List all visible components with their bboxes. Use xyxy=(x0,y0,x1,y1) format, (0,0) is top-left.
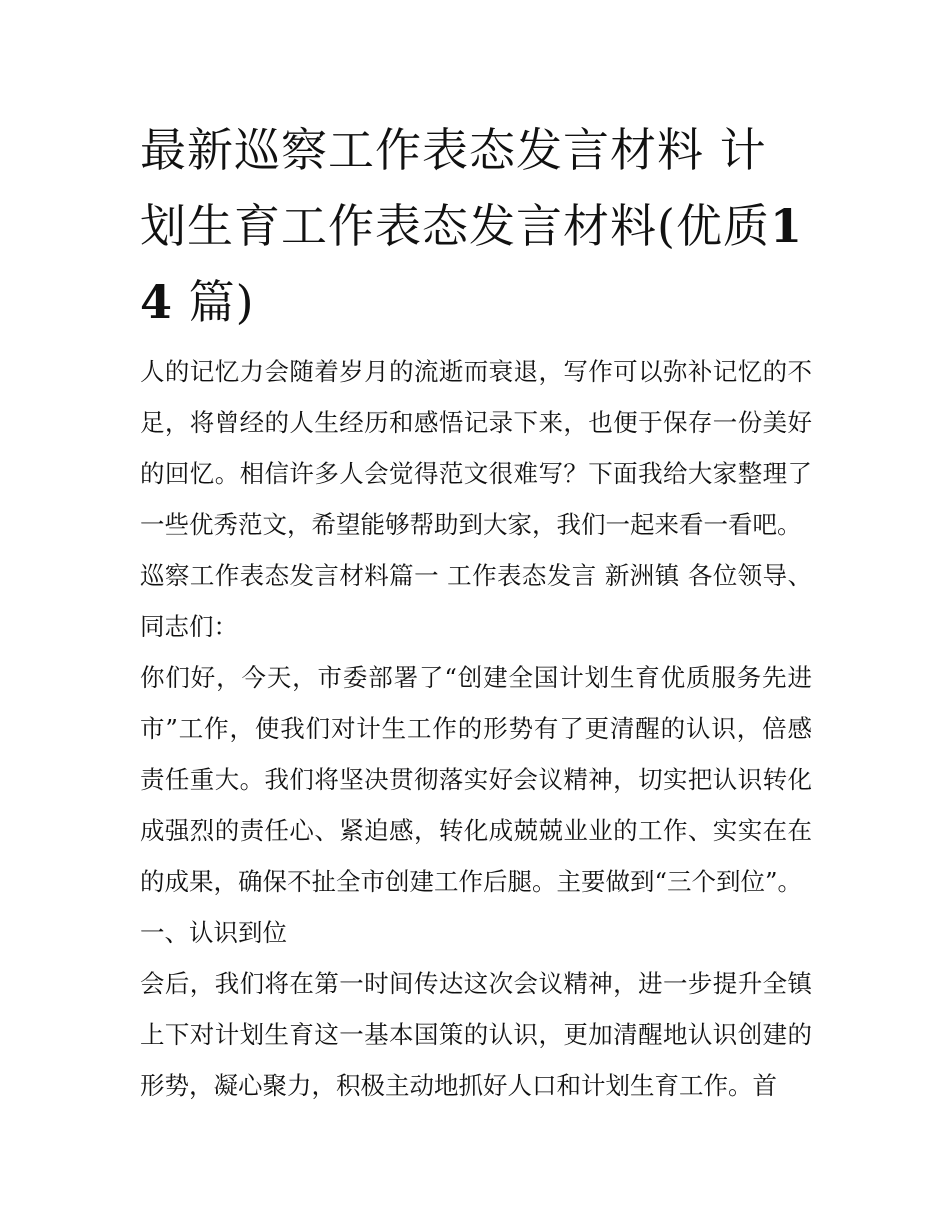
document-page xyxy=(140,112,812,1111)
paragraph-intro: 人的记忆力会随着岁月的流逝而衰退，写作可以弥补记忆的不足，将曾经的人生经历和感悟记录下来，也便于保存一份美好的回忆。相信许多人会觉得范文很难写？下面我给大家整理了一些优秀范文，希望能够帮助到大家，我们一起来看一看吧。 xyxy=(140,357,812,539)
title-tail: 篇) xyxy=(173,275,255,329)
document-title xyxy=(140,112,812,340)
paragraph-body-1: 会后，我们将在第一时间传达这次会议精神，进一步提升全镇上下对计划生育这一基本国策的认识，更加清醒地认识创建的形势，凝心聚力，积极主动地抓好人口和计划生育工作。首 xyxy=(140,969,812,1100)
paragraph-subheading-1: 一、认识到位 xyxy=(140,918,287,947)
title-main: 最新巡察工作表态发言材料 计划生育工作表态发言材料(优质 xyxy=(140,123,770,253)
paragraph-section-heading: 巡察工作表态发言材料篇一 工作表态发言 新洲镇 各位领导、同志们： xyxy=(140,561,812,641)
title-count: 14 xyxy=(140,199,803,329)
paragraph-greeting-body: 你们好，今天，市委部署了“创建全国计划生育优质服务先进市”工作，使我们对计生工作的形势有了更清醒的认识，倍感责任重大。我们将坚决贯彻落实好会议精神，切实把认识转化成强烈的责任心、紧迫感，转化成兢兢业业的工作、实实在在的成果，确保不扯全市创建工作后腿。主要做到“三个到位”。 xyxy=(140,663,812,896)
